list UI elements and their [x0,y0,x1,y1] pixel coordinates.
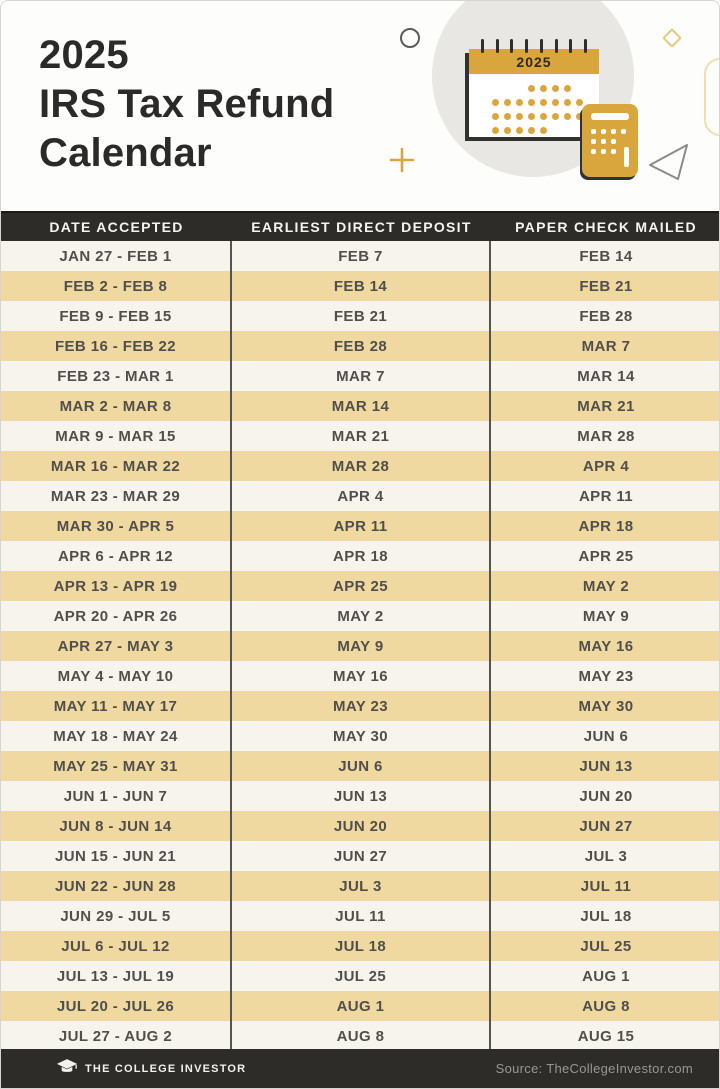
cell-date-accepted: MAY 18 - MAY 24 [1,721,232,751]
cell-earliest-direct-deposit: MAR 14 [232,391,491,421]
cell-date-accepted: JUN 29 - JUL 5 [1,901,232,931]
calendar-year-label: 2025 [516,53,552,70]
cell-earliest-direct-deposit: MAR 7 [232,361,491,391]
cell-earliest-direct-deposit: JUL 18 [232,931,491,961]
cell-paper-check-mailed: JUL 25 [580,937,632,955]
title-line-2: IRS Tax Refund [39,82,335,126]
table-row [1,901,720,931]
cell-earliest-direct-deposit: APR 25 [232,571,491,601]
cell-paper-check-mailed: AUG 8 [582,997,630,1015]
calculator-display [591,113,629,120]
cell-paper-check-mailed: JUL 11 [580,877,632,895]
table-row [1,991,720,1021]
cell-date-accepted: APR 20 - APR 26 [1,601,232,631]
cell-earliest-direct-deposit: MAR 21 [232,421,491,451]
cell-paper-check-mailed: AUG 15 [577,1027,635,1045]
calendar-day-dots [469,74,599,137]
cell-date-accepted: MAR 2 - MAR 8 [1,391,232,421]
cell-paper-check-mailed: JUL 18 [580,907,632,925]
table-row [1,631,720,661]
table-row [1,661,720,691]
cell-paper-check-mailed: MAY 9 [582,607,630,625]
title-line-3: Calendar [39,131,212,175]
cell-paper-check-mailed: MAR 21 [577,397,635,415]
cell-paper-check-mailed: AUG 1 [582,967,630,985]
column-header-date-accepted: DATE ACCEPTED [49,219,184,235]
cell-paper-check-mailed: MAR 28 [577,427,635,445]
cell-date-accepted: JAN 27 - FEB 1 [1,241,232,271]
cell-earliest-direct-deposit: FEB 21 [232,301,491,331]
table-row [1,781,720,811]
cell-date-accepted: MAR 23 - MAR 29 [1,481,232,511]
cell-earliest-direct-deposit: JUN 6 [232,751,491,781]
cell-earliest-direct-deposit: AUG 8 [232,1021,491,1051]
plus-icon [389,147,415,178]
cell-paper-check-mailed: MAY 30 [578,697,634,715]
cell-earliest-direct-deposit: AUG 1 [232,991,491,1021]
cell-date-accepted: MAY 25 - MAY 31 [1,751,232,781]
cell-paper-check-mailed: JUN 20 [579,787,633,805]
cell-paper-check-mailed: FEB 14 [579,247,633,265]
cell-paper-check-mailed: JUN 13 [579,757,633,775]
table-row [1,721,720,751]
cell-paper-check-mailed: MAR 7 [581,337,631,355]
cell-earliest-direct-deposit: JUL 11 [232,901,491,931]
cell-earliest-direct-deposit: FEB 14 [232,271,491,301]
cell-date-accepted: JUN 8 - JUN 14 [1,811,232,841]
cell-date-accepted: MAY 4 - MAY 10 [1,661,232,691]
table-row [1,961,720,991]
cell-paper-check-mailed: MAY 23 [578,667,634,685]
table-row [1,601,720,631]
table-row [1,241,720,271]
brand-name: THE COLLEGE INVESTOR [85,1062,247,1075]
cell-paper-check-mailed: MAR 14 [577,367,635,385]
cell-earliest-direct-deposit: MAY 2 [232,601,491,631]
cell-date-accepted: APR 27 - MAY 3 [1,631,232,661]
calculator-equals-key [624,147,629,167]
cell-date-accepted: MAR 9 - MAR 15 [1,421,232,451]
cell-paper-check-mailed: MAY 16 [578,637,634,655]
cell-date-accepted: MAY 11 - MAY 17 [1,691,232,721]
footer-bar [1,1049,720,1088]
cell-date-accepted: APR 13 - APR 19 [1,571,232,601]
cell-paper-check-mailed: MAY 2 [582,577,630,595]
cell-date-accepted: APR 6 - APR 12 [1,541,232,571]
table-row [1,481,720,511]
cell-date-accepted: MAR 30 - APR 5 [1,511,232,541]
cell-date-accepted: FEB 2 - FEB 8 [1,271,232,301]
cell-date-accepted: JUL 6 - JUL 12 [1,931,232,961]
column-header-paper-check-mailed: PAPER CHECK MAILED [515,219,697,235]
cell-paper-check-mailed: APR 18 [578,517,634,535]
cell-earliest-direct-deposit: MAY 30 [232,721,491,751]
calendar-icon [469,49,599,137]
cell-earliest-direct-deposit: MAY 23 [232,691,491,721]
table-row [1,421,720,451]
table-row [1,811,720,841]
cell-earliest-direct-deposit: FEB 28 [232,331,491,361]
cell-date-accepted: JUL 20 - JUL 26 [1,991,232,1021]
cell-earliest-direct-deposit: MAY 16 [232,661,491,691]
cell-earliest-direct-deposit: JUN 13 [232,781,491,811]
hero-section [1,1,720,211]
cell-earliest-direct-deposit: APR 4 [232,481,491,511]
table-row [1,931,720,961]
cell-date-accepted: MAR 16 - MAR 22 [1,451,232,481]
table-row [1,541,720,571]
brand-logo [56,1058,246,1080]
source-attribution: Source: TheCollegeInvestor.com [495,1061,693,1076]
column-header-earliest-direct-deposit: EARLIEST DIRECT DEPOSIT [251,219,472,235]
cell-paper-check-mailed: FEB 28 [579,307,633,325]
table-row [1,571,720,601]
cell-paper-check-mailed: APR 11 [578,487,634,505]
calculator-icon [582,104,638,177]
table-body [1,241,720,1051]
title-line-1: 2025 [39,33,129,77]
table-header-row [1,211,720,241]
cell-date-accepted: JUL 27 - AUG 2 [1,1021,232,1051]
table-row [1,331,720,361]
table-row [1,841,720,871]
circle-outline-icon [400,28,420,48]
cell-date-accepted: JUN 15 - JUN 21 [1,841,232,871]
cell-earliest-direct-deposit: JUN 20 [232,811,491,841]
diamond-outline-icon [662,28,682,48]
cell-date-accepted: JUL 13 - JUL 19 [1,961,232,991]
calculator-keys [591,126,638,156]
cell-earliest-direct-deposit: JUN 27 [232,841,491,871]
table-row [1,361,720,391]
cell-earliest-direct-deposit: FEB 7 [232,241,491,271]
cell-earliest-direct-deposit: JUL 3 [232,871,491,901]
cell-paper-check-mailed: JUN 27 [579,817,633,835]
cell-earliest-direct-deposit: MAR 28 [232,451,491,481]
cell-earliest-direct-deposit: APR 18 [232,541,491,571]
table-row [1,451,720,481]
cell-paper-check-mailed: FEB 21 [579,277,633,295]
table-row [1,301,720,331]
cell-paper-check-mailed: JUL 3 [584,847,628,865]
table-row [1,871,720,901]
calendar-spiral-binding [481,39,587,53]
rounded-rect-outline-icon [704,58,720,136]
graduation-cap-icon [56,1058,78,1080]
cell-earliest-direct-deposit: APR 11 [232,511,491,541]
cell-date-accepted: FEB 9 - FEB 15 [1,301,232,331]
cell-paper-check-mailed: APR 25 [578,547,634,565]
table-row [1,691,720,721]
cell-paper-check-mailed: APR 4 [582,457,630,475]
page-title [39,31,334,178]
table-row [1,271,720,301]
cell-date-accepted: FEB 16 - FEB 22 [1,331,232,361]
cell-paper-check-mailed: JUN 6 [583,727,629,745]
cell-earliest-direct-deposit: JUL 25 [232,961,491,991]
table-row [1,751,720,781]
table-row [1,511,720,541]
cell-date-accepted: JUN 1 - JUN 7 [1,781,232,811]
cell-earliest-direct-deposit: MAY 9 [232,631,491,661]
table-row [1,391,720,421]
cell-date-accepted: FEB 23 - MAR 1 [1,361,232,391]
cell-date-accepted: JUN 22 - JUN 28 [1,871,232,901]
triangle-outline-icon [646,141,692,188]
table-row [1,1021,720,1051]
